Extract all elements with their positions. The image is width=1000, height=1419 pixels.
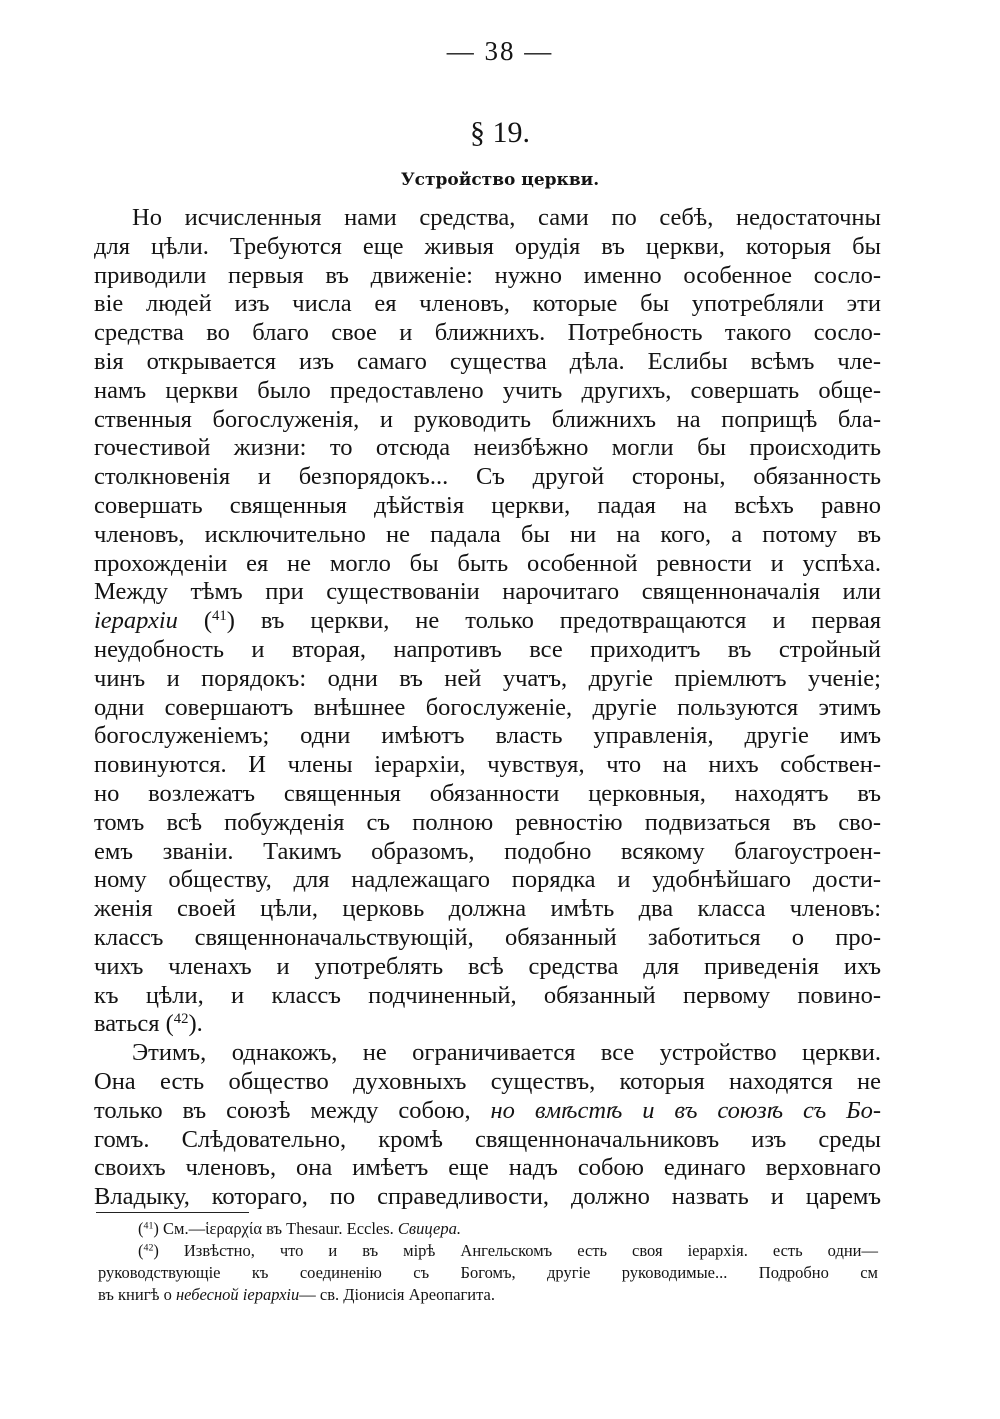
- text-fragment: ).: [188, 1010, 203, 1038]
- text-fragment: См.—: [163, 1219, 206, 1238]
- footnote-number: 42: [143, 1242, 154, 1254]
- text-line: емъ званіи. Такимъ образомъ, подобно всякому благоустроен-: [94, 837, 881, 865]
- footnote-42: ($^{42}$) Извѣстно, что и въ мірѣ Ангельскомъ есть своя іерархія. есть одни—: [138, 1241, 878, 1260]
- text-line: богослуженіемъ; одни имѣютъ власть управленія, другіе имъ: [94, 722, 881, 750]
- text-line: Она есть общество духовныхъ существъ, которыя находятся не: [94, 1067, 881, 1095]
- body-text: [94, 204, 881, 1212]
- text-line: Этимъ, однакожъ, не ограничивается все устройство церкви.: [132, 1039, 881, 1067]
- footnote-ref: 41: [212, 608, 227, 625]
- footnote-41: ($^{41}$) См.—ἱεραρχία въ Thesaur. Eccles. Свицера.: [138, 1219, 461, 1238]
- text-line: чинъ и порядокъ: одни въ ней учатъ, другіе пріемлютъ ученіе;: [94, 664, 881, 692]
- text-line: столкновенія и безпорядокъ... Съ другой стороны, обязанность: [94, 463, 881, 491]
- footnote-ref: 42: [173, 1011, 189, 1028]
- text-line: одни совершаютъ внѣшнее богослуженіе, другіе пользуются этимъ: [94, 693, 881, 721]
- text-fragment: — св. Діонисія Ареопагита.: [299, 1285, 495, 1304]
- text-line: [94, 1010, 881, 1039]
- footnote-line: [98, 1284, 878, 1306]
- text-fragment: только въ союзѣ между собою,: [94, 1096, 471, 1124]
- text-line: членовъ, исключительно не падала бы ни на кого, а потому въ: [94, 520, 881, 548]
- text-line: прохожденіи ея не могло бы быть особенной ревности и успѣха.: [94, 549, 881, 577]
- italic-phrase: но вмѣстѣ и въ союзѣ съ Бо-: [490, 1096, 881, 1124]
- page-number: — 38 —: [446, 36, 554, 66]
- text-line: къ цѣли, и классъ подчиненный, обязанный первому повино-: [94, 981, 881, 1009]
- text-line: Владыку, котораго, по справедливости, должно назвать и царемъ: [94, 1183, 881, 1211]
- text-fragment: въ Thesaur. Eccles.: [266, 1219, 394, 1238]
- italic-title: небесной іерархіи: [175, 1285, 300, 1304]
- footnote-divider: [96, 1212, 249, 1213]
- text-line: гомъ. Слѣдовательно, кромѣ священноначальниковъ изъ среды: [94, 1125, 881, 1153]
- text-line: [94, 1097, 881, 1126]
- italic-name: Свицера.: [397, 1219, 461, 1238]
- text-line: віе людей изъ числа ея членовъ, которые бы употребляли эти: [94, 290, 881, 318]
- italic-term: іерархіи: [94, 607, 178, 635]
- text-line: совершать священныя дѣйствія церкви, падая на всѣхъ равно: [94, 491, 881, 519]
- text-line: средства во благо свое и ближнихъ. Потребность такого сосло-: [94, 319, 881, 347]
- text-line: чихъ членахъ и употреблять всѣ средства для приведенія ихъ: [94, 952, 881, 980]
- footnotes: [98, 1218, 878, 1306]
- text-line: ному обществу, для надлежащаго порядка и удобнѣйшаго дости-: [94, 866, 881, 894]
- text-line: намъ церкви было предоставлено учить другихъ, совершать обще-: [94, 376, 881, 404]
- text-line: для цѣли. Требуются еще живыя орудія въ церкви, которыя бы: [94, 232, 881, 260]
- text-line: Между тѣмъ при существованіи нарочитаго священноначалія или: [94, 578, 881, 606]
- text-line: но возлежатъ священныя обязанности церковныя, находятъ въ: [94, 779, 881, 807]
- section-number: § 19.: [470, 116, 530, 149]
- text-line: вія открывается изъ самаго существа дѣла. Еслибы всѣмъ чле-: [94, 347, 881, 375]
- text-fragment: въ церкви, не только предотвращаются и первая: [260, 607, 882, 635]
- text-line: ственныя богослуженія, и руководить ближнихъ на поприщѣ бла-: [94, 405, 881, 433]
- text-line: повинуются. И члены іерархіи, чувствуя, что на нихъ собствен-: [94, 751, 881, 779]
- text-line: гочестивой жизни: то отсюда неизбѣжно могли бы происходить: [94, 434, 881, 462]
- text-line: іерархіи ($^{41}$) въ церкви, не только предотвращаются и первая: [94, 607, 882, 635]
- text-line: своихъ членовъ, она имѣетъ еще надъ собою единаго верховнаго: [94, 1154, 881, 1182]
- text-line: томъ всѣ побужденія съ полною ревностію подвизаться въ сво-: [94, 808, 881, 836]
- section-title: Устройство церкви.: [400, 170, 600, 190]
- text-line: Но исчисленныя нами средства, сами по себѣ, недостаточны: [132, 204, 881, 231]
- text-fragment: Извѣстно, что и въ мірѣ Ангельскомъ есть своя іерархія. есть одни—: [183, 1241, 878, 1260]
- text-fragment: ваться (: [94, 1010, 174, 1038]
- text-line: приводили первыя въ движеніе: нужно именно особенное сосло-: [94, 261, 881, 289]
- footnote-number: 41: [143, 1220, 154, 1232]
- text-line: женія своей цѣли, церковь должна имѣть два класса членовъ:: [94, 895, 881, 923]
- footnote-line: руководствующіе къ соединенію съ Богомъ, другіе руководимые... Подробно см: [98, 1263, 878, 1282]
- text-line: неудобность и вторая, напротивъ все приходитъ въ стройный: [94, 635, 881, 663]
- greek-term: ἱεραρχία: [205, 1219, 262, 1238]
- text-line: классъ священноначальствующій, обязанный заботиться о про-: [94, 923, 881, 951]
- text-fragment: въ книгѣ о: [98, 1285, 172, 1304]
